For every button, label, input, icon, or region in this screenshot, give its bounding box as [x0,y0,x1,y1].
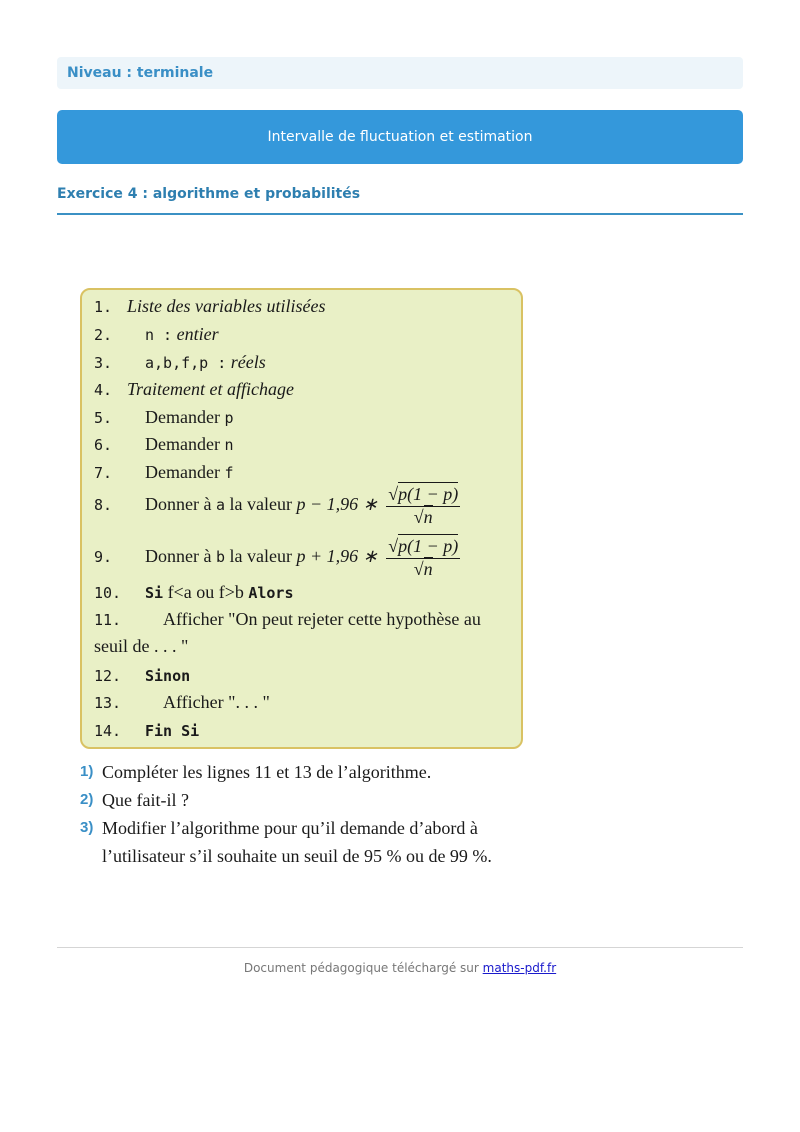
footer-link[interactable]: maths-pdf.fr [482,961,557,975]
question-list [80,758,540,870]
algo-line-5: 5. Demander p [94,407,234,427]
algo-line-8: 8. Donner à a la valeur p − 1,96 ∗ $\frac{√p(1 - p)}{√n}$ [94,484,459,527]
algo-line-3: 3. a,b,f,p : réels [94,352,266,372]
algo-line-12: 12. Sinon [94,667,191,685]
algo-line-10: 10. Si f<a ou f>b Alors [94,582,294,602]
question-item: 2) Que fait-il ? [80,790,189,810]
algorithm-box [80,288,523,749]
fraction: $\frac{√p(1 - p)}{√n}$ [388,536,459,579]
algo-line-13: 13. Afficher ". . . " [94,692,270,712]
level-label: Niveau : terminale [57,57,743,89]
algo-line-7: 7. Demander f [94,462,234,482]
algo-line-4: 4. Traitement et affichage [94,379,294,399]
algo-line-9: 9. Donner à b la valeur p + 1,96 ∗ $\frac{√p(1 - p)}{√n}$ [94,536,459,579]
page-title: Intervalle de fluctuation et estimation [57,110,743,164]
footer-divider [57,947,743,948]
algo-line-14: 14. Fin Si [94,722,200,740]
question-item: 1) Compléter les lignes 11 et 13 de l’algorithme. [80,762,432,782]
exercise-title: Exercice 4 : algorithme et probabilités [57,186,743,215]
algo-line-2: 2. n : entier [94,324,219,344]
footer: Document pédagogique téléchargé sur maths-pdf.fr [243,961,557,975]
algo-line-11-cont: seuil de . . . " [94,636,189,656]
algo-line-6: 6. Demander n [94,434,234,454]
algo-line-11: 11. Afficher "On peut rejeter cette hypothèse au [94,609,481,629]
fraction: $\frac{√p(1 - p)}{√n}$ [388,484,459,527]
algo-line-1: 1. Liste des variables utilisées [94,296,326,316]
question-item: 3) Modifier l’algorithme pour qu’il demande d’abord à l’utilisateur s’il souhaite un seuil de 95 % ou de 99 %. [80,818,492,866]
